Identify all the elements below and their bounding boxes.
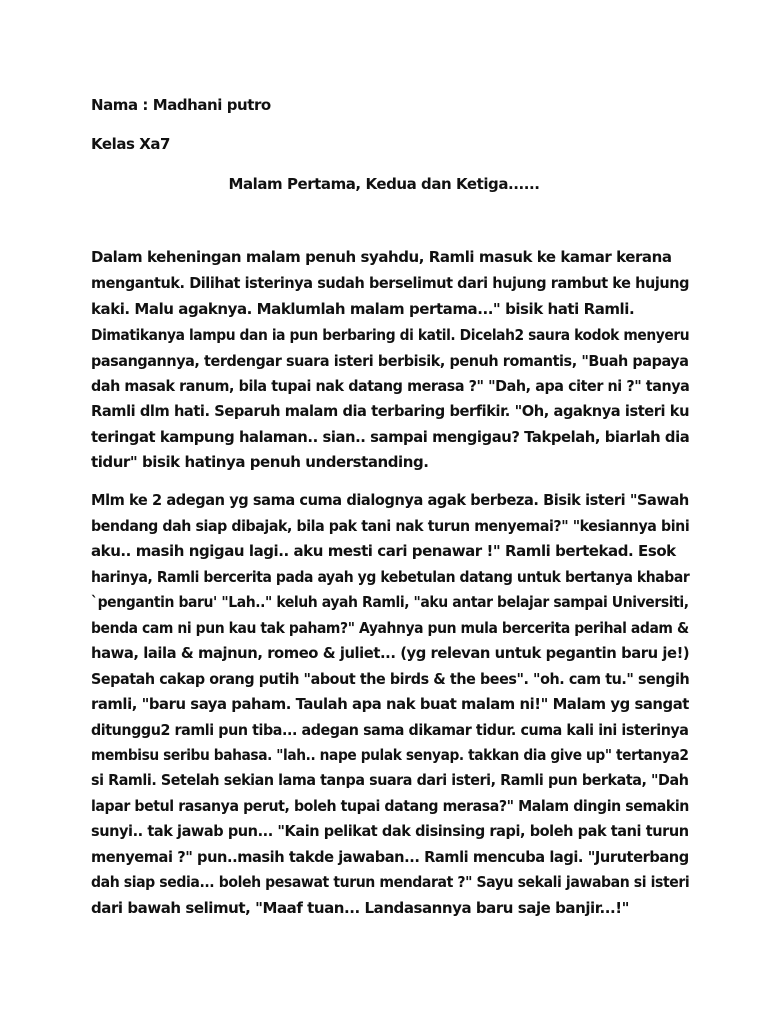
student-class: Kelas Xa7 [91,135,171,153]
paragraph-2-line: dari bawah selimut, "Maaf tuan... Landasannya baru saje banjir...!" [91,899,630,917]
paragraph-2-line: lapar betul rasanya perut, boleh tupai datang merasa?" Malam dingin semakin [91,797,689,815]
paragraph-1-line: kaki. Malu agaknya. Maklumlah malam pertama..." bisik hati Ramli. [91,300,635,318]
paragraph-2-line: benda cam ni pun kau tak paham?" Ayahnya pun mula bercerita perihal adam & [91,619,689,637]
paragraph-2-line: `pengantin baru' "Lah.." keluh ayah Ramli, "aku antar belajar sampai Universiti, [91,593,689,611]
paragraph-1-line: mengantuk. Dilihat isterinya sudah berselimut dari hujung rambut ke hujung [91,274,690,292]
paragraph-2-line: ditunggu2 ramli pun tiba... adegan sama dikamar tidur. cuma kali ini isterinya [91,721,689,739]
paragraph-1-line: Ramli dlm hati. Separuh malam dia terbaring berfikir. "Oh, agaknya isteri ku [91,402,690,420]
paragraph-2-line: ramli, "baru saya paham. Taulah apa nak buat malam ni!" Malam yg sangat [91,695,689,713]
paragraph-2-line: hawa, laila & majnun, romeo & juliet... (yg relevan untuk pegantin baru je!) [91,644,690,662]
paragraph-1-line: tidur" bisik hatinya penuh understanding. [91,453,429,471]
paragraph-1-line: teringat kampung halaman.. sian.. sampai mengigau? Takpelah, biarlah dia [91,428,690,446]
paragraph-1-line: Dimatikanya lampu dan ia pun berbaring di katil. Dicelah2 saura kodok menyeru [91,326,690,344]
paragraph-2-line: Mlm ke 2 adegan yg sama cuma dialognya agak berbeza. Bisik isteri "Sawah [91,491,689,509]
paragraph-1-line: dah masak ranum, bila tupai nak datang merasa ?" "Dah, apa citer ni ?" tanya [91,377,690,395]
paragraph-2-line: menyemai ?" pun..masih takde jawaban... Ramli mencuba lagi. "Juruterbang [91,848,689,866]
paragraph-1-line: Dalam keheningan malam penuh syahdu, Ramli masuk ke kamar kerana [91,248,672,266]
story-title: Malam Pertama, Kedua dan Ketiga...... [228,175,540,193]
paragraph-2-line: harinya, Ramli bercerita pada ayah yg kebetulan datang untuk bertanya khabar [91,568,690,586]
paragraph-2-line: dah siap sedia... boleh pesawat turun mendarat ?" Sayu sekali jawaban si isteri [91,873,690,891]
paragraph-2-line: sunyi.. tak jawab pun... "Kain pelikat dak disinsing rapi, boleh pak tani turun [91,822,689,840]
student-name: Nama : Madhani putro [91,96,271,114]
paragraph-2-line: aku.. masih ngigau lagi.. aku mesti cari penawar !" Ramli bertekad. Esok [91,542,676,560]
paragraph-1-line: pasangannya, terdengar suara isteri berbisik, penuh romantis, "Buah papaya [91,352,689,370]
paragraph-2-line: Sepatah cakap orang putih "about the birds & the bees". "oh. cam tu." sengih [91,670,690,688]
paragraph-2-line: bendang dah siap dibajak, bila pak tani nak turun menyemai?" "kesiannya bini [91,517,690,535]
paragraph-2-line: si Ramli. Setelah sekian lama tanpa suara dari isteri, Ramli pun berkata, "Dah [91,771,689,789]
paragraph-2-line: membisu seribu bahasa. "lah.. nape pulak senyap. takkan dia give up" tertanya2 [91,746,689,764]
